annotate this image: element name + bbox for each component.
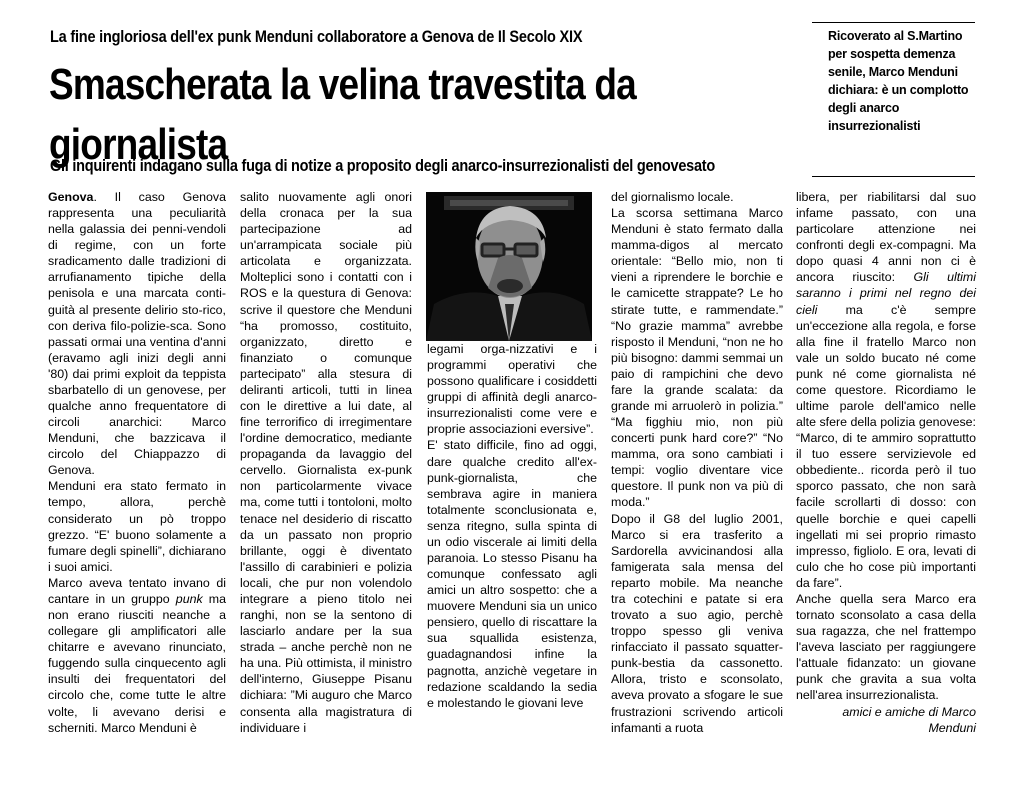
paragraph-text: libera, per riabilitarsi dal suo infame passato, con una particolare attenzione nei confronti degli ex-compagni. Ma dopo quasi 4 anni non ci è ancora riuscito: (796, 190, 976, 285)
article-kicker: La fine ingloriosa dell'ex punk Menduni collaboratore a Genova de Il Secolo XIX (50, 28, 583, 47)
portrait-photo (426, 192, 592, 341)
paragraph: Menduni era stato fermato in tempo, allora, perchè considerato un pò troppo grezzo. “E' buono solamente a fumare degli spinelli”, dichiarano i suoi amici. (48, 479, 226, 574)
paragraph-text: Marco aveva tentato invano di cantare in un gruppo (48, 575, 226, 606)
article-column-1 (48, 189, 226, 736)
paragraph (48, 575, 226, 736)
paragraph: legami orga-nizzativi e i programmi operativi che possono qualificare i cosiddetti gruppi di affinità degli anarco-insurrezionalisti come vere e proprie associazioni eversive”. (427, 342, 597, 437)
italic-word: punk (175, 591, 203, 606)
signature-line-2: Menduni (928, 720, 976, 735)
paragraph: salito nuovamente agli onori della cronaca per la sua partecipazione ad un'arrampicata sociale più articolata e organizzata. Molteplici sono i contatti con i ROS e la questura di Genova: scrive il questore che Menduni “ha promosso, costituito, organizzato, diretto e finanziato o comunque partecipato” alla stesura di deliranti articoli, tutti in linea con le direttive a lui date, al fine terrorifico di irregimentare l'ordine democratico, mediante propaganda da lavaggio del cervello. Giornalista ex-punk non particolarmente vivace ma, come tutti i tontoloni, molto tenace nel desiderio di riscatto da un passato non proprio brillante, oggi è diventato l'assillo di carabinieri e polizia locali, che pur non volendolo integrare a pieno titolo nei ranghi, non se la sentono di lasciarlo andare per la sua strada – anche perchè non ne ha una. Più ottimista, il ministro dell'interno, Giuseppe Pisanu dichiara: ”Mi auguro che Marco consenta alla magistratura di individuare i (240, 190, 412, 735)
paragraph: La scorsa settimana Marco Menduni è stato fermato dalla mamma-digos al mercato orientale: “Bello mio, non ti vieni a riprendere le borchie e le camicette strappate? Le ho stirate tutte, e rammendate.” “No grazie mamma” avrebbe risposto il Menduni, “non ne ho più bisogno: dammi semmai un paio di rampichini che devo fare la grande scalata: da grande mi arruolerò in polizia.” “Ma figghiu mio, non più concerti punk hard core?” “No mamma, ora sono cambiati i tempi: voglio diventare vice questore. Il punk non va più di moda.” (611, 206, 783, 510)
article-subhead: Gli inquirenti indagano sulla fuga di notize a proposito degli anarco-insurrezionalisti del genovesato (50, 157, 715, 176)
article-column-2 (240, 189, 412, 736)
paragraph: Dopo il G8 del luglio 2001, Marco si era trasferito a Sardorella avvicinandosi alla famigerata sala mensa del reparto mobile. Ma neanche tra cotechini e patate si era trovato a suo agio, perchè troppo spesso gli veniva rinfacciato il passato squatter-punk-bestia da cassonetto. Allora, tristo e sconsolato, aveva provato a sfogare le sue frustrazioni scrivendo articoli infamanti a ruota (611, 511, 783, 735)
sidebar-text: Ricoverato al S.Martino per sospetta demenza senile, Marco Menduni dichiara: è un complotto degli anarco insurrezionalisti (828, 29, 969, 133)
paragraph (796, 189, 976, 591)
dateline: Genova (48, 190, 94, 204)
article-column-5 (796, 189, 976, 736)
paragraph-text: . Il caso Genova rappresenta una peculiarità nella galassia dei penni-vendoli di regime, con un forte sradicamento dalle tradizioni di arrufianamento tipiche della penisola e una marcata conti-guità al presente delirio sto-rico, con deriva filo-polizie-sca. Sono passati ormai una ventina d'anni (eravamo agli inizi degli anni '80) dai primi exploit da teppista sbarbatello di un genovese, per qualche anno frequentatore di circoli anarchici: Marco Menduni, che bazzicava il circolo del Chiappazzo di Genova. (48, 190, 226, 478)
paragraph (48, 189, 226, 478)
italic-quote: Gli ultimi saranno i primi nel regno dei cieli (796, 270, 976, 317)
article-column-4 (611, 189, 783, 736)
paragraph-text: ma non erano riusciti neanche a collegare gli amplificatori alle chitarre e avevano rinunciato, fuggendo sulla cinquecento agli insulti dei frequentatori del circolo che, come tutte le altre volte, li avevano derisi e scherniti. Marco Menduni è (48, 591, 226, 735)
signature-line-1: amici e amiche di Marco (842, 704, 976, 719)
article-photo (426, 192, 592, 341)
paragraph: Anche quella sera Marco era tornato sconsolato a casa della sua ragazza, che nel frattempo l'aveva lasciato per raggiungere l'attuale fidanzato: un giovane punk che gravita a sua volta nell'area insurrezionalista. (796, 591, 976, 703)
article-column-3 (427, 341, 597, 711)
article-headline: Smascherata la velina travestita da giornalista (49, 59, 636, 169)
paragraph-text: ma c'è sempre un'eccezione alla regola, e forse alla fine il fratello Marco non vale un soldo bucato né come punk né come giornalista né come questore. Ricordiamo le ultime parole dell'amico nelle alte sfere della polizia genovese: “Marco, di te ammiro soprattutto il tuo essere servizievole ed obbediente.. ricorda però il tuo sporco passato, che non sarà facile scrollarti di dosso: con quelle borchie e quei capelli ingellati mi sei proprio rimasto impresso, figliolo. E ora, levati di culo che ho cose più importanti da fare”. (796, 302, 976, 590)
paragraph: del giornalismo locale. (611, 190, 734, 204)
sidebar-box (812, 22, 975, 177)
paragraph: E' stato difficile, fino ad oggi, dare qualche credito all'ex-punk-giornalista, che sembrava agire in maniera totalmente sconclusionata e, senza ritegno, sulla spinta di un odio viscerale ai limiti della paranoia. Lo stesso Pisanu ha comunque confessato agli amici un altro sospetto: che a muovere Menduni sia un unico pensiero, quello di riscattare la sua squallida esistenza, guadagnandosi infine la pagnotta, anzichè vegetare in redazione scaldando la sedia e molestando le giovani leve (427, 438, 597, 710)
